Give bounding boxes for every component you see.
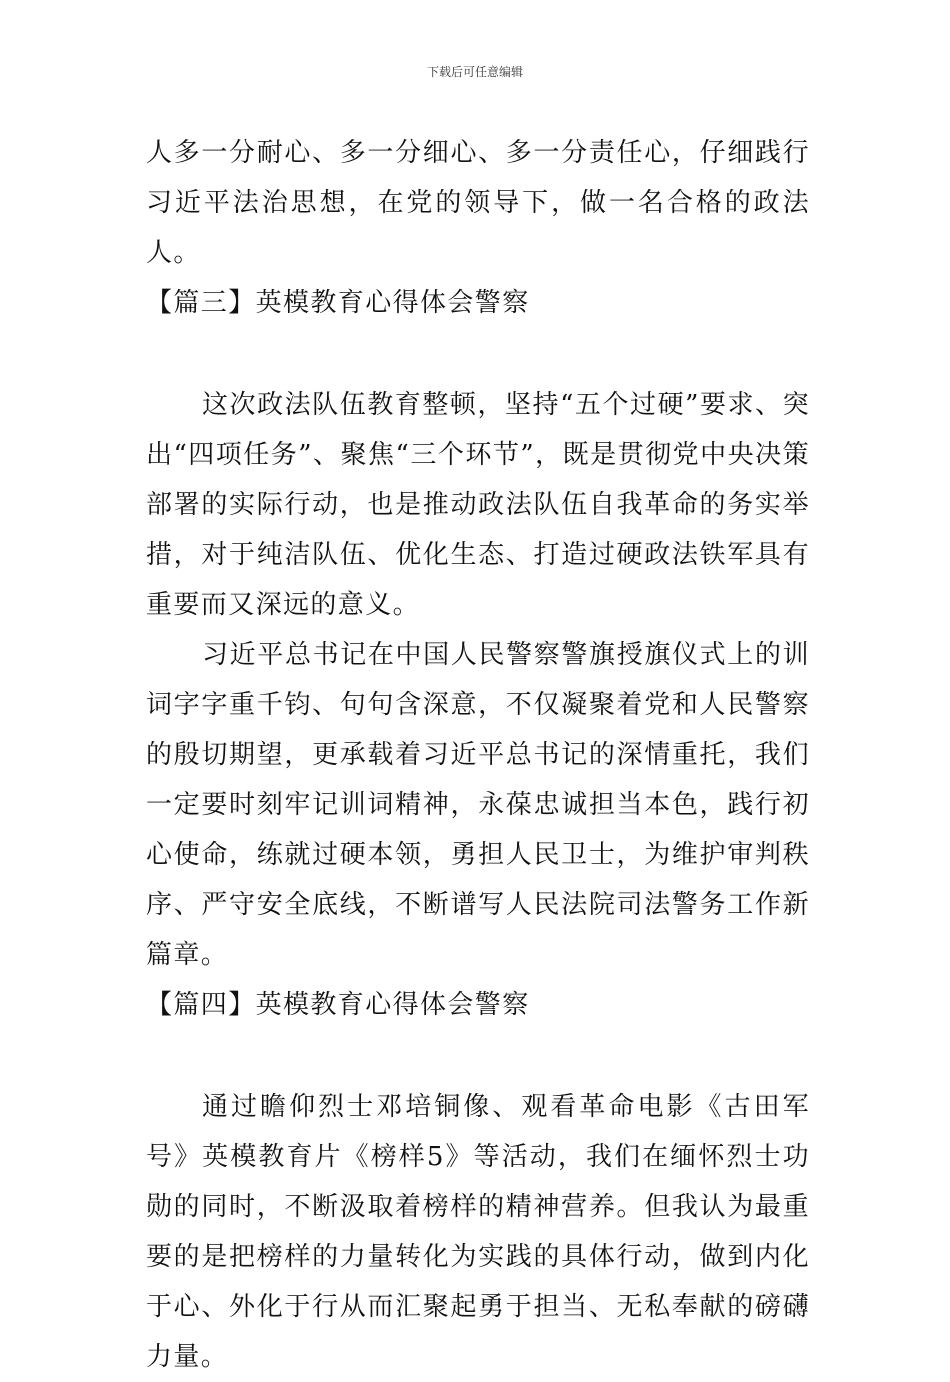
- document-body: [146, 128, 810, 1382]
- continuation-paragraph: 人多一分耐心、多一分细心、多一分责任心，仔细践行习近平法治思想，在党的领导下，做一名合格的政法人。: [146, 138, 810, 268]
- section-four-heading: 【篇四】英模教育心得体会警察: [146, 990, 530, 1020]
- page-header: 下载后可任意编辑: [426, 65, 523, 79]
- section-spacer: [146, 328, 810, 380]
- section-three-paragraph-2: 习近平总书记在中国人民警察警旗授旗仪式上的训词字字重千钧、句句含深意，不仅凝聚着党和人民警察的殷切期望，更承载着习近平总书记的深情重托，我们一定要时刻牢记训词精神，永葆忠诚担当本色，践行初心使命，练就过硬本领，勇担人民卫士，为维护审判秩序、严守安全底线，不断谱写人民法院司法警务工作新篇章。: [146, 640, 810, 970]
- section-four-paragraph-1: 通过瞻仰烈士邓培铜像、观看革命电影《古田军号》英模教育片《榜样5》等活动，我们在缅怀烈士功勋的同时，不断汲取着榜样的精神营养。但我认为最重要的是把榜样的力量转化为实践的具体行动，做到内化于心、外化于行从而汇聚起勇于担当、无私奉献的磅礴力量。: [146, 1092, 810, 1372]
- section-three-heading: 【篇三】英模教育心得体会警察: [146, 288, 530, 318]
- section-three-paragraph-1: 这次政法队伍教育整顿，坚持“五个过硬”要求、突出“四项任务”、聚焦“三个环节”，既是贯彻党中央决策部署的实际行动，也是推动政法队伍自我革命的务实举措，对于纯洁队伍、优化生态、打造过硬政法铁军具有重要而又深远的意义。: [146, 390, 810, 620]
- section-spacer: [146, 1030, 810, 1082]
